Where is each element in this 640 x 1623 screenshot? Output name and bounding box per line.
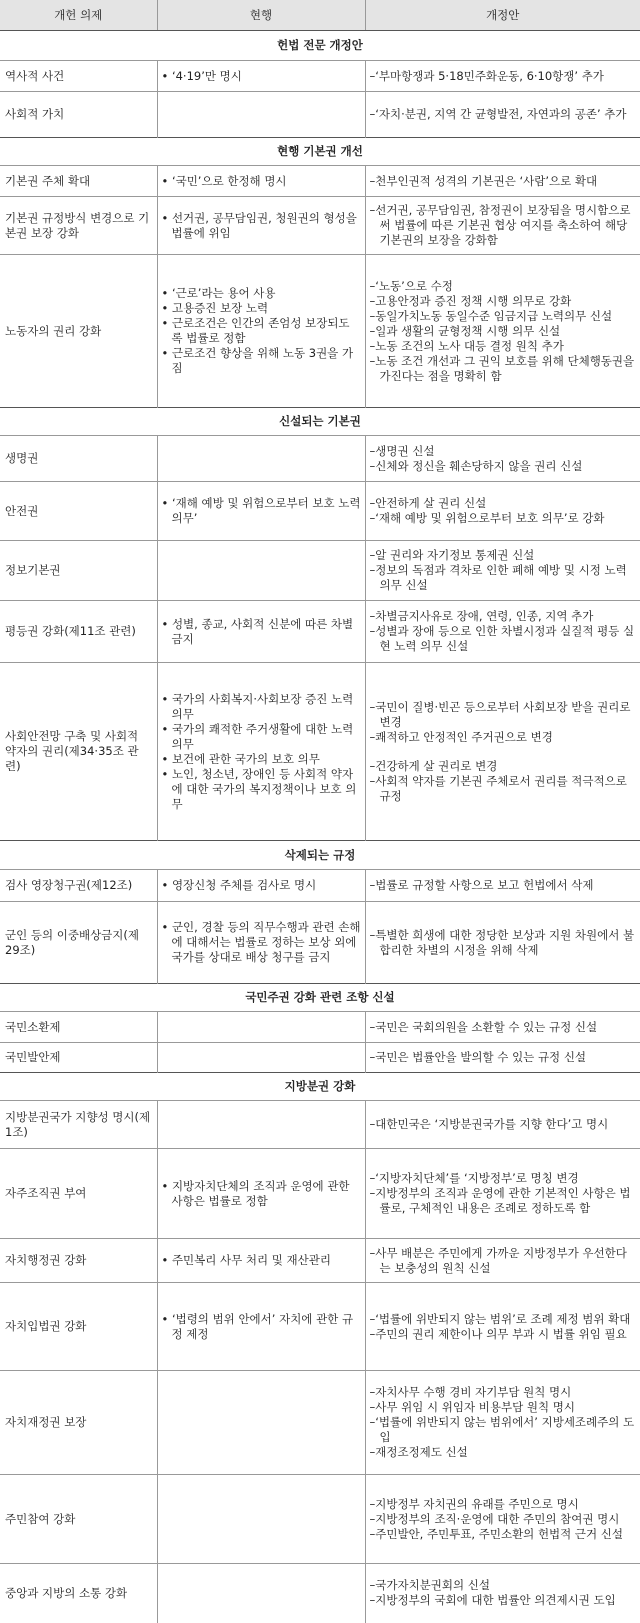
list-item: –노동 조건의 노사 대등 결정 원칙 추가 bbox=[369, 338, 564, 353]
current-cell bbox=[157, 1564, 365, 1623]
list-item: –주민의 권리 제한이나 의무 부과 시 법률 위임 필요 bbox=[369, 1326, 627, 1341]
list-item: –국민은 법률안을 발의할 수 있는 규정 신설 bbox=[369, 1050, 587, 1064]
current-list bbox=[162, 496, 361, 526]
proposal-list bbox=[370, 174, 637, 189]
current-cell bbox=[157, 436, 365, 482]
table-row bbox=[0, 92, 640, 138]
proposal-cell bbox=[365, 1564, 640, 1623]
header-row bbox=[0, 0, 640, 31]
current-cell bbox=[157, 541, 365, 601]
list-item: –‘법률에 위반되지 않는 범위에서’ 지방세조례주의 도입 bbox=[369, 1415, 635, 1444]
current-cell bbox=[157, 870, 365, 902]
agenda-cell: 자치입법권 강화 bbox=[0, 1283, 157, 1371]
table-row bbox=[0, 61, 640, 92]
list-item: –지방정부의 국회에 대한 법률안 의견제시권 도입 bbox=[369, 1593, 616, 1608]
header-proposal: 개정안 bbox=[365, 0, 640, 31]
header-agenda: 개헌 의제 bbox=[0, 0, 157, 31]
current-cell bbox=[157, 166, 365, 197]
list-item: –국민은 국회의원을 소환할 수 있는 규정 신설 bbox=[369, 1019, 598, 1034]
proposal-list bbox=[370, 496, 637, 526]
proposal-cell bbox=[365, 1283, 640, 1371]
proposal-cell bbox=[365, 436, 640, 482]
agenda-cell: 자치재정권 보장 bbox=[0, 1371, 157, 1475]
current-cell bbox=[157, 1239, 365, 1283]
proposal-list bbox=[370, 878, 637, 893]
current-list bbox=[162, 1179, 361, 1209]
list-item: • 군인, 경찰 등의 직무수행과 관련 손해에 대해서는 법률로 정하는 보상 외에 국가를 상대로 배상 청구를 금지 bbox=[161, 920, 361, 964]
list-item: • 지방자치단체의 조직과 운영에 관한 사항은 법률로 정함 bbox=[161, 1178, 350, 1208]
list-item: –알 권리와 자기정보 통제권 신설 bbox=[369, 548, 535, 562]
agenda-cell: 사회안전망 구축 및 사회적 약자의 권리(제34·35조 관련) bbox=[0, 663, 157, 841]
proposal-cell bbox=[365, 482, 640, 541]
agenda-cell: 역사적 사건 bbox=[0, 61, 157, 92]
current-cell bbox=[157, 1043, 365, 1073]
agenda-cell: 기본권 주체 확대 bbox=[0, 166, 157, 197]
current-cell bbox=[157, 482, 365, 541]
list-item: –‘부마항쟁과 5·18민주화운동, 6·10항쟁’ 추가 bbox=[369, 68, 604, 83]
table-row bbox=[0, 436, 640, 482]
list-item: –‘재해 예방 및 위험으로부터 보호 의무’로 강화 bbox=[369, 511, 605, 525]
list-item: • ‘법령의 범위 안에서’ 자치에 관한 규정 제정 bbox=[161, 1311, 354, 1341]
agenda-cell: 자치행정권 강화 bbox=[0, 1239, 157, 1283]
header-current: 현행 bbox=[157, 0, 365, 31]
agenda-cell: 생명권 bbox=[0, 436, 157, 482]
list-item: –선거권, 공무담임권, 참정권이 보장됨을 명시함으로써 법률에 따른 기본권 협상 여지를 축소하여 해당 기본권의 보장을 강화함 bbox=[369, 203, 631, 247]
list-item: –노동 조건 개선과 그 권익 보호를 위해 단체행동권을 가진다는 점을 명확히 함 bbox=[369, 353, 635, 383]
proposal-cell bbox=[365, 1012, 640, 1043]
proposal-list bbox=[370, 700, 637, 804]
current-cell bbox=[157, 255, 365, 408]
proposal-list bbox=[370, 1246, 637, 1276]
current-cell bbox=[157, 1283, 365, 1371]
proposal-cell bbox=[365, 1475, 640, 1564]
agenda-cell: 주민참여 강화 bbox=[0, 1475, 157, 1564]
list-item: • 근로조건 향상을 위해 노동 3권을 가짐 bbox=[161, 346, 354, 375]
proposal-list bbox=[370, 279, 637, 384]
list-item: –국민이 질병·빈곤 등으로부터 사회보장 받을 권리로 변경 bbox=[369, 699, 631, 729]
list-item: –‘자치·분권, 지역 간 균형발전, 자연과의 공존’ 추가 bbox=[369, 107, 627, 121]
proposal-cell bbox=[365, 541, 640, 601]
list-item: • 선거권, 공무담임권, 청원권의 형성을 법률에 위임 bbox=[161, 210, 357, 240]
current-list bbox=[162, 920, 361, 965]
list-item: –주민발안, 주민투표, 주민소환의 헌법적 근거 신설 bbox=[369, 1526, 624, 1541]
section-title: 헌법 전문 개정안 bbox=[0, 31, 640, 61]
proposal-list bbox=[370, 69, 637, 84]
list-item: –사회적 약자를 기본권 주체로서 권리를 적극적으로 규정 bbox=[369, 773, 627, 803]
proposal-cell bbox=[365, 870, 640, 902]
proposal-cell bbox=[365, 1371, 640, 1475]
current-cell bbox=[157, 1475, 365, 1564]
current-list bbox=[162, 211, 361, 241]
current-list bbox=[162, 69, 361, 84]
proposal-cell bbox=[365, 1149, 640, 1239]
current-cell bbox=[157, 663, 365, 841]
table-row bbox=[0, 1475, 640, 1564]
list-item: –대한민국은 ‘지방분권국가를 지향 한다’고 명시 bbox=[369, 1117, 609, 1131]
section-title: 삭제되는 규정 bbox=[0, 841, 640, 870]
list-item: –사무 위임 시 위임자 비용부담 원칙 명시 bbox=[369, 1400, 575, 1414]
table-row bbox=[0, 1149, 640, 1239]
table-row bbox=[0, 482, 640, 541]
section-title: 국민주권 강화 관련 조항 신설 bbox=[0, 984, 640, 1012]
list-item: –사무 배분은 주민에게 가까운 지방정부가 우선한다는 보충성의 원칙 신설 bbox=[369, 1245, 627, 1275]
proposal-cell bbox=[365, 1101, 640, 1149]
list-item: • 주민복리 사무 처리 및 재산관리 bbox=[161, 1253, 331, 1267]
proposal-list bbox=[370, 1117, 637, 1132]
list-item: –특별한 희생에 대한 정당한 보상과 지원 차원에서 불합리한 차별의 시정을 위해 삭제 bbox=[369, 927, 635, 957]
current-list bbox=[162, 617, 361, 647]
proposal-cell bbox=[365, 61, 640, 92]
list-item: –국가자치분권회의 신설 bbox=[369, 1578, 490, 1593]
agenda-cell: 지방분권국가 지향성 명시(제1조) bbox=[0, 1101, 157, 1149]
proposal-cell bbox=[365, 1239, 640, 1283]
proposal-list bbox=[370, 203, 637, 248]
list-item: –정보의 독점과 격차로 인한 폐해 예방 및 시정 노력 의무 신설 bbox=[369, 563, 627, 592]
table-row bbox=[0, 1239, 640, 1283]
section-row bbox=[0, 841, 640, 870]
list-item: • 고용증진 보장 노력 bbox=[161, 301, 269, 315]
list-item: –건강하게 살 권리로 변경 bbox=[369, 758, 498, 773]
list-item: –성별과 장애 등으로 인한 차별시정과 실질적 평등 실현 노력 의무 신설 bbox=[369, 624, 635, 653]
section-row bbox=[0, 408, 640, 436]
agenda-cell: 자주조직권 부여 bbox=[0, 1149, 157, 1239]
table-row bbox=[0, 870, 640, 902]
table-body bbox=[0, 31, 640, 1623]
table-row bbox=[0, 902, 640, 984]
list-item: –지방정부의 조직과 운영에 관한 기본적인 사항은 법률로, 구체적인 내용은 조례로 정하도록 함 bbox=[369, 1186, 631, 1215]
list-item: • 국가의 사회복지·사회보장 증진 노력 의무 bbox=[161, 691, 354, 721]
list-item: –‘지방자치단체’를 ‘지방정부’로 명칭 변경 bbox=[369, 1171, 579, 1185]
proposal-cell bbox=[365, 902, 640, 984]
agenda-cell: 기본권 규정방식 변경으로 기본권 보장 강화 bbox=[0, 197, 157, 255]
current-list bbox=[162, 286, 361, 376]
table-row bbox=[0, 541, 640, 601]
agenda-cell: 평등권 강화(제11조 관련) bbox=[0, 601, 157, 663]
current-cell bbox=[157, 92, 365, 138]
section-row bbox=[0, 31, 640, 61]
list-item: –고용안정과 증진 정책 시행 의무로 강화 bbox=[369, 293, 572, 308]
proposal-cell bbox=[365, 255, 640, 408]
agenda-cell: 군인 등의 이중배상금지(제29조) bbox=[0, 902, 157, 984]
list-item: –재정조정제도 신설 bbox=[369, 1445, 468, 1459]
list-item: –천부인권적 성격의 기본권은 ‘사람’으로 확대 bbox=[369, 173, 598, 188]
proposal-list bbox=[370, 1578, 637, 1608]
table-row bbox=[0, 601, 640, 663]
current-cell bbox=[157, 1012, 365, 1043]
current-list bbox=[162, 1253, 361, 1268]
list-item: –동일가치노동 동일수준 임금지급 노력의무 신설 bbox=[369, 308, 613, 323]
list-item: • ‘국민’으로 한정해 명시 bbox=[161, 173, 287, 188]
table-row bbox=[0, 1564, 640, 1623]
current-cell bbox=[157, 1149, 365, 1239]
proposal-list bbox=[370, 1171, 637, 1216]
current-list bbox=[162, 878, 361, 893]
current-cell bbox=[157, 601, 365, 663]
section-title: 신설되는 기본권 bbox=[0, 408, 640, 436]
current-cell bbox=[157, 902, 365, 984]
list-item: –일과 생활의 균형정책 시행 의무 신설 bbox=[369, 323, 561, 338]
section-title: 현행 기본권 개선 bbox=[0, 138, 640, 166]
table-row bbox=[0, 255, 640, 408]
section-title: 지방분권 강화 bbox=[0, 1073, 640, 1101]
proposal-cell bbox=[365, 1043, 640, 1073]
list-item: • 보건에 관한 국가의 보호 의무 bbox=[161, 751, 320, 766]
proposal-cell bbox=[365, 601, 640, 663]
agenda-cell: 정보기본권 bbox=[0, 541, 157, 601]
section-row bbox=[0, 1073, 640, 1101]
proposal-list bbox=[370, 1497, 637, 1542]
current-list bbox=[162, 174, 361, 189]
list-item: –신체와 정신을 훼손당하지 않을 권리 신설 bbox=[369, 458, 583, 473]
list-item: –법률로 규정할 사항으로 보고 헌법에서 삭제 bbox=[369, 878, 594, 892]
list-item: –차별금지사유로 장애, 연령, 인종, 지역 추가 bbox=[369, 609, 594, 623]
agenda-cell: 사회적 가치 bbox=[0, 92, 157, 138]
list-item: –생명권 신설 bbox=[369, 443, 435, 458]
proposal-cell bbox=[365, 92, 640, 138]
list-item: • 국가의 쾌적한 주거생활에 대한 노력 의무 bbox=[161, 721, 354, 751]
agenda-cell: 노동자의 권리 강화 bbox=[0, 255, 157, 408]
proposal-cell bbox=[365, 197, 640, 255]
list-item: –안전하게 살 권리 신설 bbox=[369, 496, 487, 510]
agenda-cell: 국민발안제 bbox=[0, 1043, 157, 1073]
current-list bbox=[162, 692, 361, 812]
current-cell bbox=[157, 1101, 365, 1149]
table-row bbox=[0, 197, 640, 255]
list-item: • 성별, 종교, 사회적 신분에 따른 차별 금지 bbox=[161, 616, 354, 646]
agenda-cell: 검사 영장청구권(제12조) bbox=[0, 870, 157, 902]
list-item: • 노인, 청소년, 장애인 등 사회적 약자에 대한 국가의 복지정책이나 보호 의무 bbox=[161, 766, 357, 811]
list-item: • ‘재해 예방 및 위험으로부터 보호 노력 의무’ bbox=[161, 496, 361, 525]
table-row bbox=[0, 1101, 640, 1149]
current-cell bbox=[157, 1371, 365, 1475]
proposal-list bbox=[370, 444, 637, 474]
table-row bbox=[0, 1283, 640, 1371]
list-item: –지방정부 자치권의 유래를 주민으로 명시 bbox=[369, 1496, 579, 1511]
agenda-cell: 안전권 bbox=[0, 482, 157, 541]
list-item: • ‘근로’라는 용어 사용 bbox=[161, 286, 276, 300]
current-cell bbox=[157, 61, 365, 92]
proposal-list bbox=[370, 1312, 637, 1342]
proposal-cell bbox=[365, 663, 640, 841]
list-item: –‘노동’으로 수정 bbox=[369, 278, 453, 293]
section-row bbox=[0, 138, 640, 166]
current-list bbox=[162, 1312, 361, 1342]
proposal-list bbox=[370, 107, 637, 122]
table-row bbox=[0, 663, 640, 841]
proposal-list bbox=[370, 1020, 637, 1035]
list-item: –지방정부의 조직·운영에 대한 주민의 참여권 명시 bbox=[369, 1511, 620, 1526]
list-item: –‘법률에 위반되지 않는 범위’로 조례 제정 범위 확대 bbox=[369, 1311, 631, 1326]
table-row bbox=[0, 1043, 640, 1073]
list-item: • 영장신청 주체를 검사로 명시 bbox=[161, 878, 317, 892]
agenda-cell: 중앙과 지방의 소통 강화 bbox=[0, 1564, 157, 1623]
proposal-list bbox=[370, 548, 637, 593]
current-cell bbox=[157, 197, 365, 255]
proposal-list bbox=[370, 1385, 637, 1460]
table-row bbox=[0, 166, 640, 197]
list-item: –자치사무 수행 경비 자기부담 원칙 명시 bbox=[369, 1385, 572, 1399]
proposal-list bbox=[370, 928, 637, 958]
table-row bbox=[0, 1371, 640, 1475]
list-item: • ‘4·19’만 명시 bbox=[161, 68, 242, 83]
list-item: –쾌적하고 안정적인 주거권으로 변경 bbox=[369, 729, 553, 744]
proposal-list bbox=[370, 609, 637, 654]
proposal-list bbox=[370, 1050, 637, 1065]
proposal-cell bbox=[365, 166, 640, 197]
agenda-cell: 국민소환제 bbox=[0, 1012, 157, 1043]
section-row bbox=[0, 984, 640, 1012]
table-row bbox=[0, 1012, 640, 1043]
list-item: • 근로조건은 인간의 존엄성 보장되도록 법률로 정함 bbox=[161, 316, 350, 345]
